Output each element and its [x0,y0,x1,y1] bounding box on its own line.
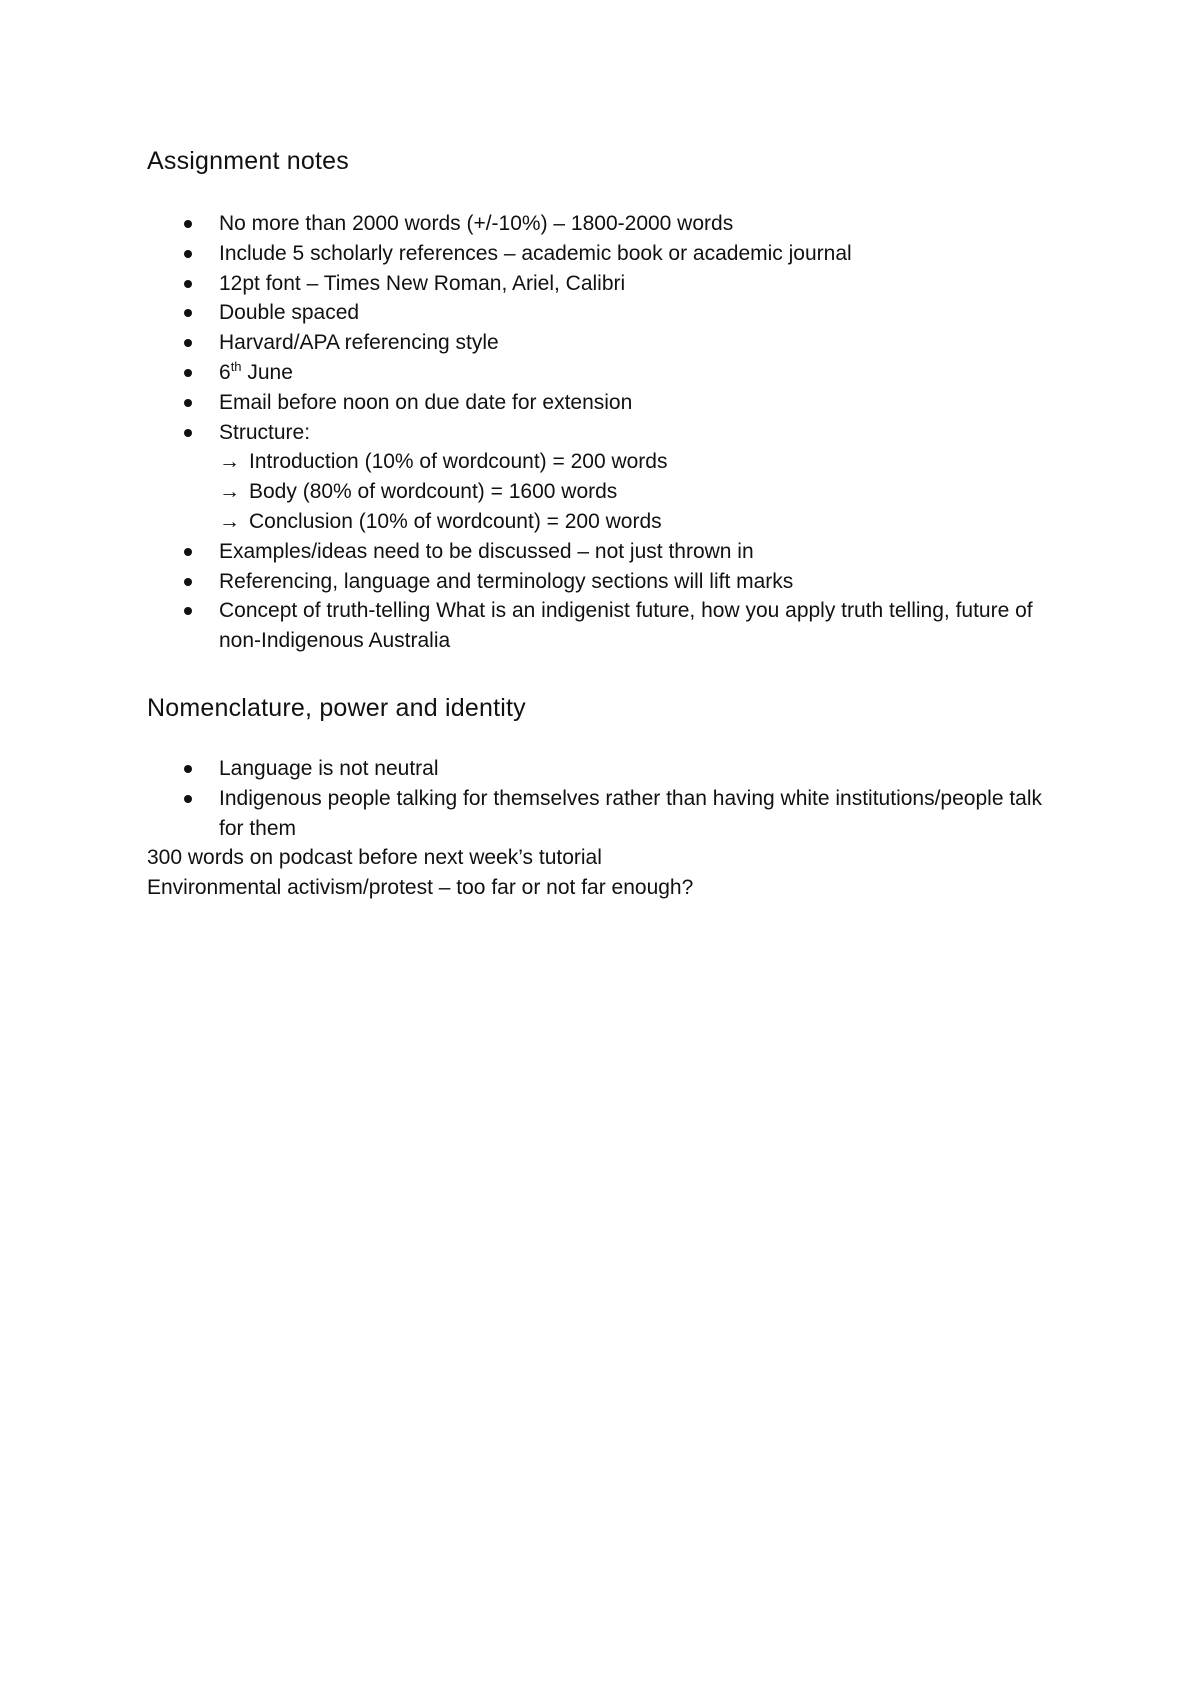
bullet-icon [184,429,192,437]
list-item [147,567,1047,597]
list-item [147,754,1047,784]
arrow-right-icon: → [219,480,240,504]
structure-sub-item-text: Introduction (10% of wordcount) = 200 words [249,450,668,474]
bullet-icon [184,795,192,803]
document-content [147,143,1047,903]
bullet-icon [184,399,192,407]
bullet-icon [184,220,192,228]
list-item [147,209,1047,239]
bullet-icon [184,548,192,556]
list-item [147,269,1047,299]
structure-sub-item [219,477,1047,507]
list-item-text: Structure: [219,420,311,444]
nomenclature-list [147,754,1047,843]
list-item [147,358,1047,388]
note-environmental-activism: Environmental activism/protest – too far or not far enough? [147,876,694,900]
list-item-text: Email before noon on due date for extension [219,390,633,414]
structure-sub-item [219,507,1047,537]
list-item-text: Include 5 scholarly references – academic book or academic journal [219,241,852,265]
list-item [147,596,1047,656]
list-item [147,537,1047,567]
list-item-text: Indigenous people talking for themselves rather than having white institutions/people talk for them [219,786,1043,840]
assignment-notes-list [147,209,1047,656]
bullet-icon [184,250,192,258]
bullet-icon [184,369,192,377]
due-date-day: 6 [219,360,231,384]
bullet-icon [184,765,192,773]
structure-sub-item [219,447,1047,477]
bullet-icon [184,339,192,347]
arrow-right-icon: → [219,450,240,474]
due-date-ordinal: th [230,358,242,374]
list-item [147,784,1047,844]
list-item-structure [147,418,1047,537]
list-item [147,239,1047,269]
list-item-text: Examples/ideas need to be discussed – not just thrown in [219,539,754,563]
bullet-icon [184,309,192,317]
bullet-icon [184,578,192,586]
list-item-text: Double spaced [219,301,360,325]
structure-sub-item-text: Conclusion (10% of wordcount) = 200 words [249,509,662,533]
bullet-icon [184,280,192,288]
section-heading-assignment-notes: Assignment notes [147,147,349,175]
list-item-text: Concept of truth-telling What is an indigenist future, how you apply truth telling, future of non-Indigenous Australia [219,599,1033,653]
list-item-text: 12pt font – Times New Roman, Ariel, Calibri [219,271,626,295]
due-date-month: June [247,360,293,384]
list-item [147,388,1047,418]
bullet-icon [184,607,192,615]
note-podcast: 300 words on podcast before next week’s tutorial [147,846,602,870]
list-item-text: No more than 2000 words (+/-10%) – 1800-2000 words [219,212,734,235]
structure-sub-item-text: Body (80% of wordcount) = 1600 words [249,480,618,504]
list-item [147,298,1047,328]
section-heading-nomenclature: Nomenclature, power and identity [147,693,526,722]
arrow-right-icon: → [219,509,240,533]
list-item-text: Language is not neutral [219,756,439,780]
list-item-text: Harvard/APA referencing style [219,331,499,355]
list-item [147,328,1047,358]
list-item-text: Referencing, language and terminology sections will lift marks [219,569,794,593]
